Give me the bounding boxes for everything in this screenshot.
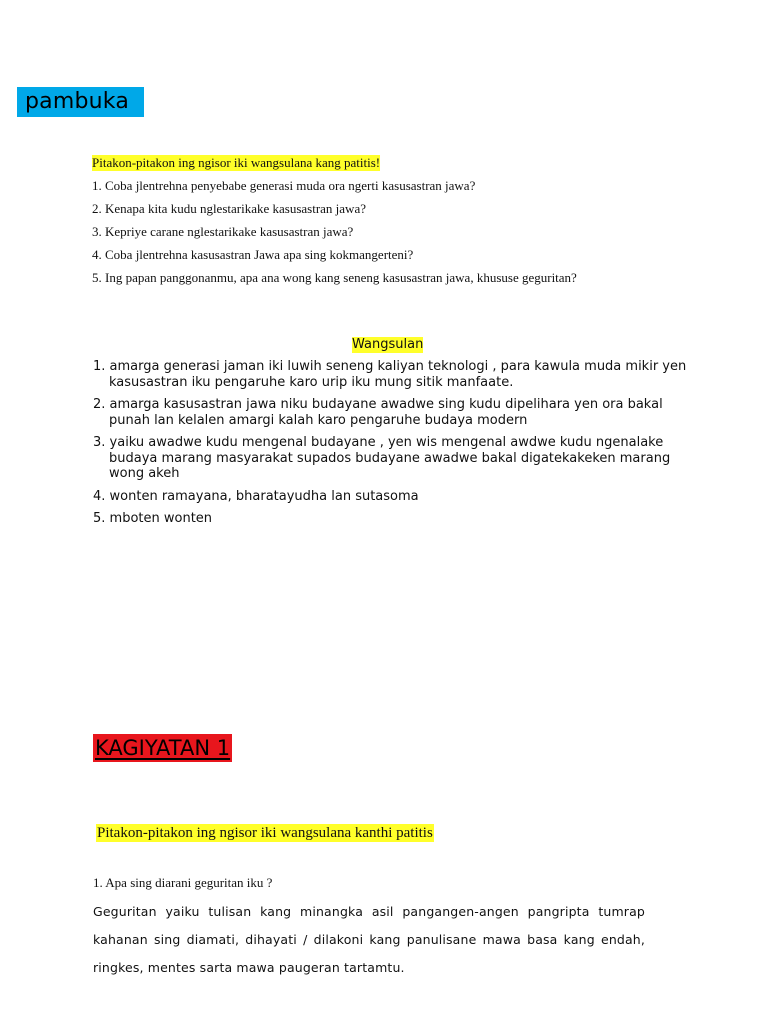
answer-item: 3. yaiku awadwe kudu mengenal budayane , yen wis mengenal awdwe kudu ngenalake budaya marang masyarakat supados budayane awadwe bakal digatekakeken marang wong akeh [93,435,671,481]
question-item: 5. Ing papan panggonanmu, apa ana wong kang seneng kasusastran jawa, khususe geguritan? [92,270,577,285]
question-item: 2. Kenapa kita kudu nglestarikake kasusastran jawa? [92,201,366,216]
questions-instruction: Pitakon-pitakon ing ngisor iki wangsulana kang patitis! [92,155,381,170]
question-item: 3. Kepriye carane nglestarikake kasusastran jawa? [92,224,354,239]
question-item: 1. Coba jlentrehna penyebabe generasi muda ora ngerti kasusastran jawa? [92,178,476,193]
answer-item: 5. mboten wonten [93,511,213,526]
kagiyatan-answer-1: Geguritan yaiku tulisan kang minangka asil pangangen-angen pangripta tumrap kahanan sing diamati, dihayati / dilakoni kang panulisane mawa basa kang endah, ringkes, mentes sarta mawa paugeran tartamtu. [93,904,645,975]
answer-item: 2. amarga kasusastran jawa niku budayane awadwe sing kudu dipelihara yen ora bakal punah lan kelalen amargi kalah karo pengaruhe budaya modern [93,397,663,428]
answer-item: 4. wonten ramayana, bharatayudha lan sutasoma [93,488,419,504]
answer-item: 1. amarga generasi jaman iki luwih seneng kaliyan teknologi , para kawula muda mikir yen kasusastran iku pengaruhe karo urip iku mung sitik manfaate. [93,359,687,390]
question-list [92,177,732,292]
section-heading-kagiyatan: KAGIYATAN 1 [95,736,231,760]
answers-title: Wangsulan [352,337,424,352]
answer-list [93,359,693,534]
kagiyatan-question-1: 1. Apa sing diarani geguritan iku ? [93,875,273,890]
section-heading-pambuka: pambuka [17,87,144,117]
kagiyatan-instruction: Pitakon-pitakon ing ngisor iki wangsulana kanthi patitis [97,825,433,841]
question-item: 4. Coba jlentrehna kasusastran Jawa apa sing kokmangerteni? [92,247,414,262]
